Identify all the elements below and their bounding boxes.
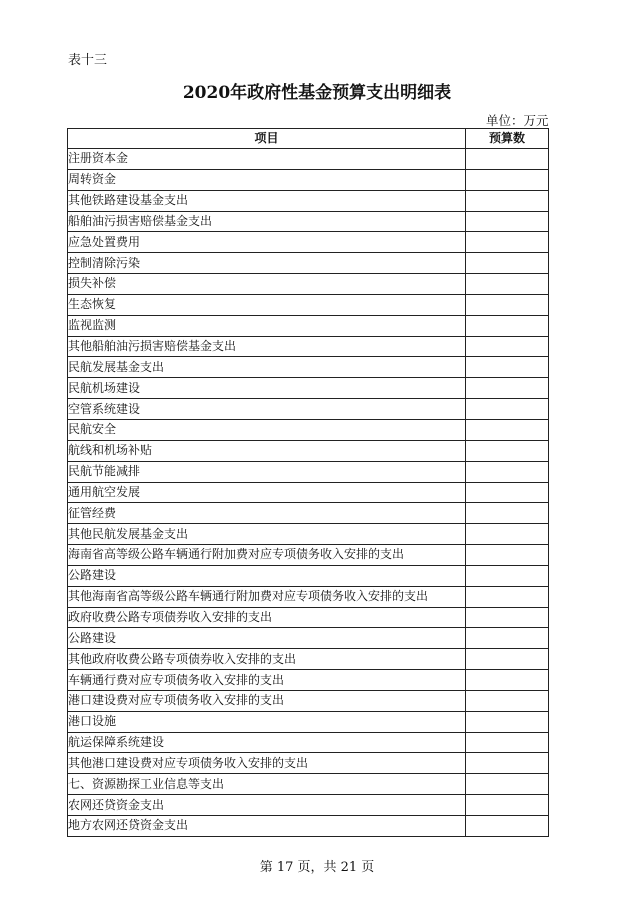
row-item-label: 注册资本金 [68,149,466,170]
row-item-label: 地方农网还贷资金支出 [68,816,466,837]
table-row [68,649,549,670]
table-number: 表十三 [68,53,108,68]
table-row [68,732,549,753]
row-item-label: 其他民航发展基金支出 [68,524,466,545]
column-header-item: 项目 [68,129,466,149]
row-budget-value [466,774,549,795]
row-budget-value [466,482,549,503]
table-body [68,149,549,837]
table-row [68,315,549,336]
row-budget-value [466,816,549,837]
table-row [68,461,549,482]
row-budget-value [466,399,549,420]
table-row [68,190,549,211]
table-row [68,419,549,440]
row-budget-value [466,628,549,649]
page-title: 2020年政府性基金预算支出明细表 [182,83,452,103]
row-item-label: 航运保障系统建设 [68,732,466,753]
table-row [68,524,549,545]
row-item-label: 其他船舶油污损害赔偿基金支出 [68,336,466,357]
row-budget-value [466,545,549,566]
row-item-label: 政府收费公路专项债券收入安排的支出 [68,607,466,628]
row-item-label: 七、资源勘探工业信息等支出 [68,774,466,795]
row-budget-value [466,461,549,482]
unit-label: 单位：万元 [486,113,549,128]
row-item-label: 民航发展基金支出 [68,357,466,378]
table-row [68,378,549,399]
row-budget-value [466,336,549,357]
row-budget-value [466,419,549,440]
row-item-label: 港口建设费对应专项债务收入安排的支出 [68,690,466,711]
row-item-label: 其他港口建设费对应专项债务收入安排的支出 [68,753,466,774]
row-item-label: 公路建设 [68,565,466,586]
row-item-label: 通用航空发展 [68,482,466,503]
row-item-label: 农网还贷资金支出 [68,795,466,816]
table-row [68,211,549,232]
row-item-label: 生态恢复 [68,294,466,315]
row-item-label: 其他海南省高等级公路车辆通行附加费对应专项债务收入安排的支出 [68,586,466,607]
row-budget-value [466,711,549,732]
table-row [68,795,549,816]
table-row [68,336,549,357]
row-budget-value [466,440,549,461]
row-budget-value [466,274,549,295]
table-row [68,503,549,524]
row-item-label: 海南省高等级公路车辆通行附加费对应专项债务收入安排的支出 [68,545,466,566]
table-row [68,816,549,837]
table-row [68,670,549,691]
row-item-label: 民航机场建设 [68,378,466,399]
table-row [68,586,549,607]
row-budget-value [466,607,549,628]
table-row [68,753,549,774]
table-row [68,690,549,711]
row-budget-value [466,232,549,253]
row-budget-value [466,524,549,545]
table-row [68,399,549,420]
table-row [68,253,549,274]
row-item-label: 周转资金 [68,169,466,190]
row-item-label: 车辆通行费对应专项债务收入安排的支出 [68,670,466,691]
row-item-label: 航线和机场补贴 [68,440,466,461]
row-item-label: 监视监测 [68,315,466,336]
row-budget-value [466,169,549,190]
table-row [68,711,549,732]
row-item-label: 公路建设 [68,628,466,649]
row-budget-value [466,503,549,524]
row-budget-value [466,190,549,211]
row-budget-value [466,670,549,691]
row-item-label: 其他政府收费公路专项债券收入安排的支出 [68,649,466,670]
budget-table [67,128,549,837]
table-row [68,774,549,795]
row-item-label: 船舶油污损害赔偿基金支出 [68,211,466,232]
table-row [68,440,549,461]
row-budget-value [466,211,549,232]
row-item-label: 征管经费 [68,503,466,524]
row-budget-value [466,649,549,670]
row-item-label: 民航安全 [68,419,466,440]
row-budget-value [466,753,549,774]
row-item-label: 控制清除污染 [68,253,466,274]
page-footer: 第 17 页，共 21 页 [259,860,375,875]
row-item-label: 损失补偿 [68,274,466,295]
table-row [68,628,549,649]
row-budget-value [466,294,549,315]
row-budget-value [466,795,549,816]
row-budget-value [466,315,549,336]
table-row [68,607,549,628]
row-budget-value [466,378,549,399]
table-row [68,545,549,566]
table-row [68,169,549,190]
table-row [68,357,549,378]
row-item-label: 民航节能减排 [68,461,466,482]
row-item-label: 空管系统建设 [68,399,466,420]
table-header-row [68,129,549,149]
row-budget-value [466,357,549,378]
table-row [68,274,549,295]
table-row [68,232,549,253]
table-row [68,482,549,503]
row-budget-value [466,253,549,274]
row-budget-value [466,586,549,607]
row-budget-value [466,565,549,586]
table-row [68,149,549,170]
row-item-label: 其他铁路建设基金支出 [68,190,466,211]
row-budget-value [466,149,549,170]
table-row [68,294,549,315]
row-item-label: 港口设施 [68,711,466,732]
row-budget-value [466,732,549,753]
row-budget-value [466,690,549,711]
table-row [68,565,549,586]
row-item-label: 应急处置费用 [68,232,466,253]
column-header-budget: 预算数 [466,129,549,149]
